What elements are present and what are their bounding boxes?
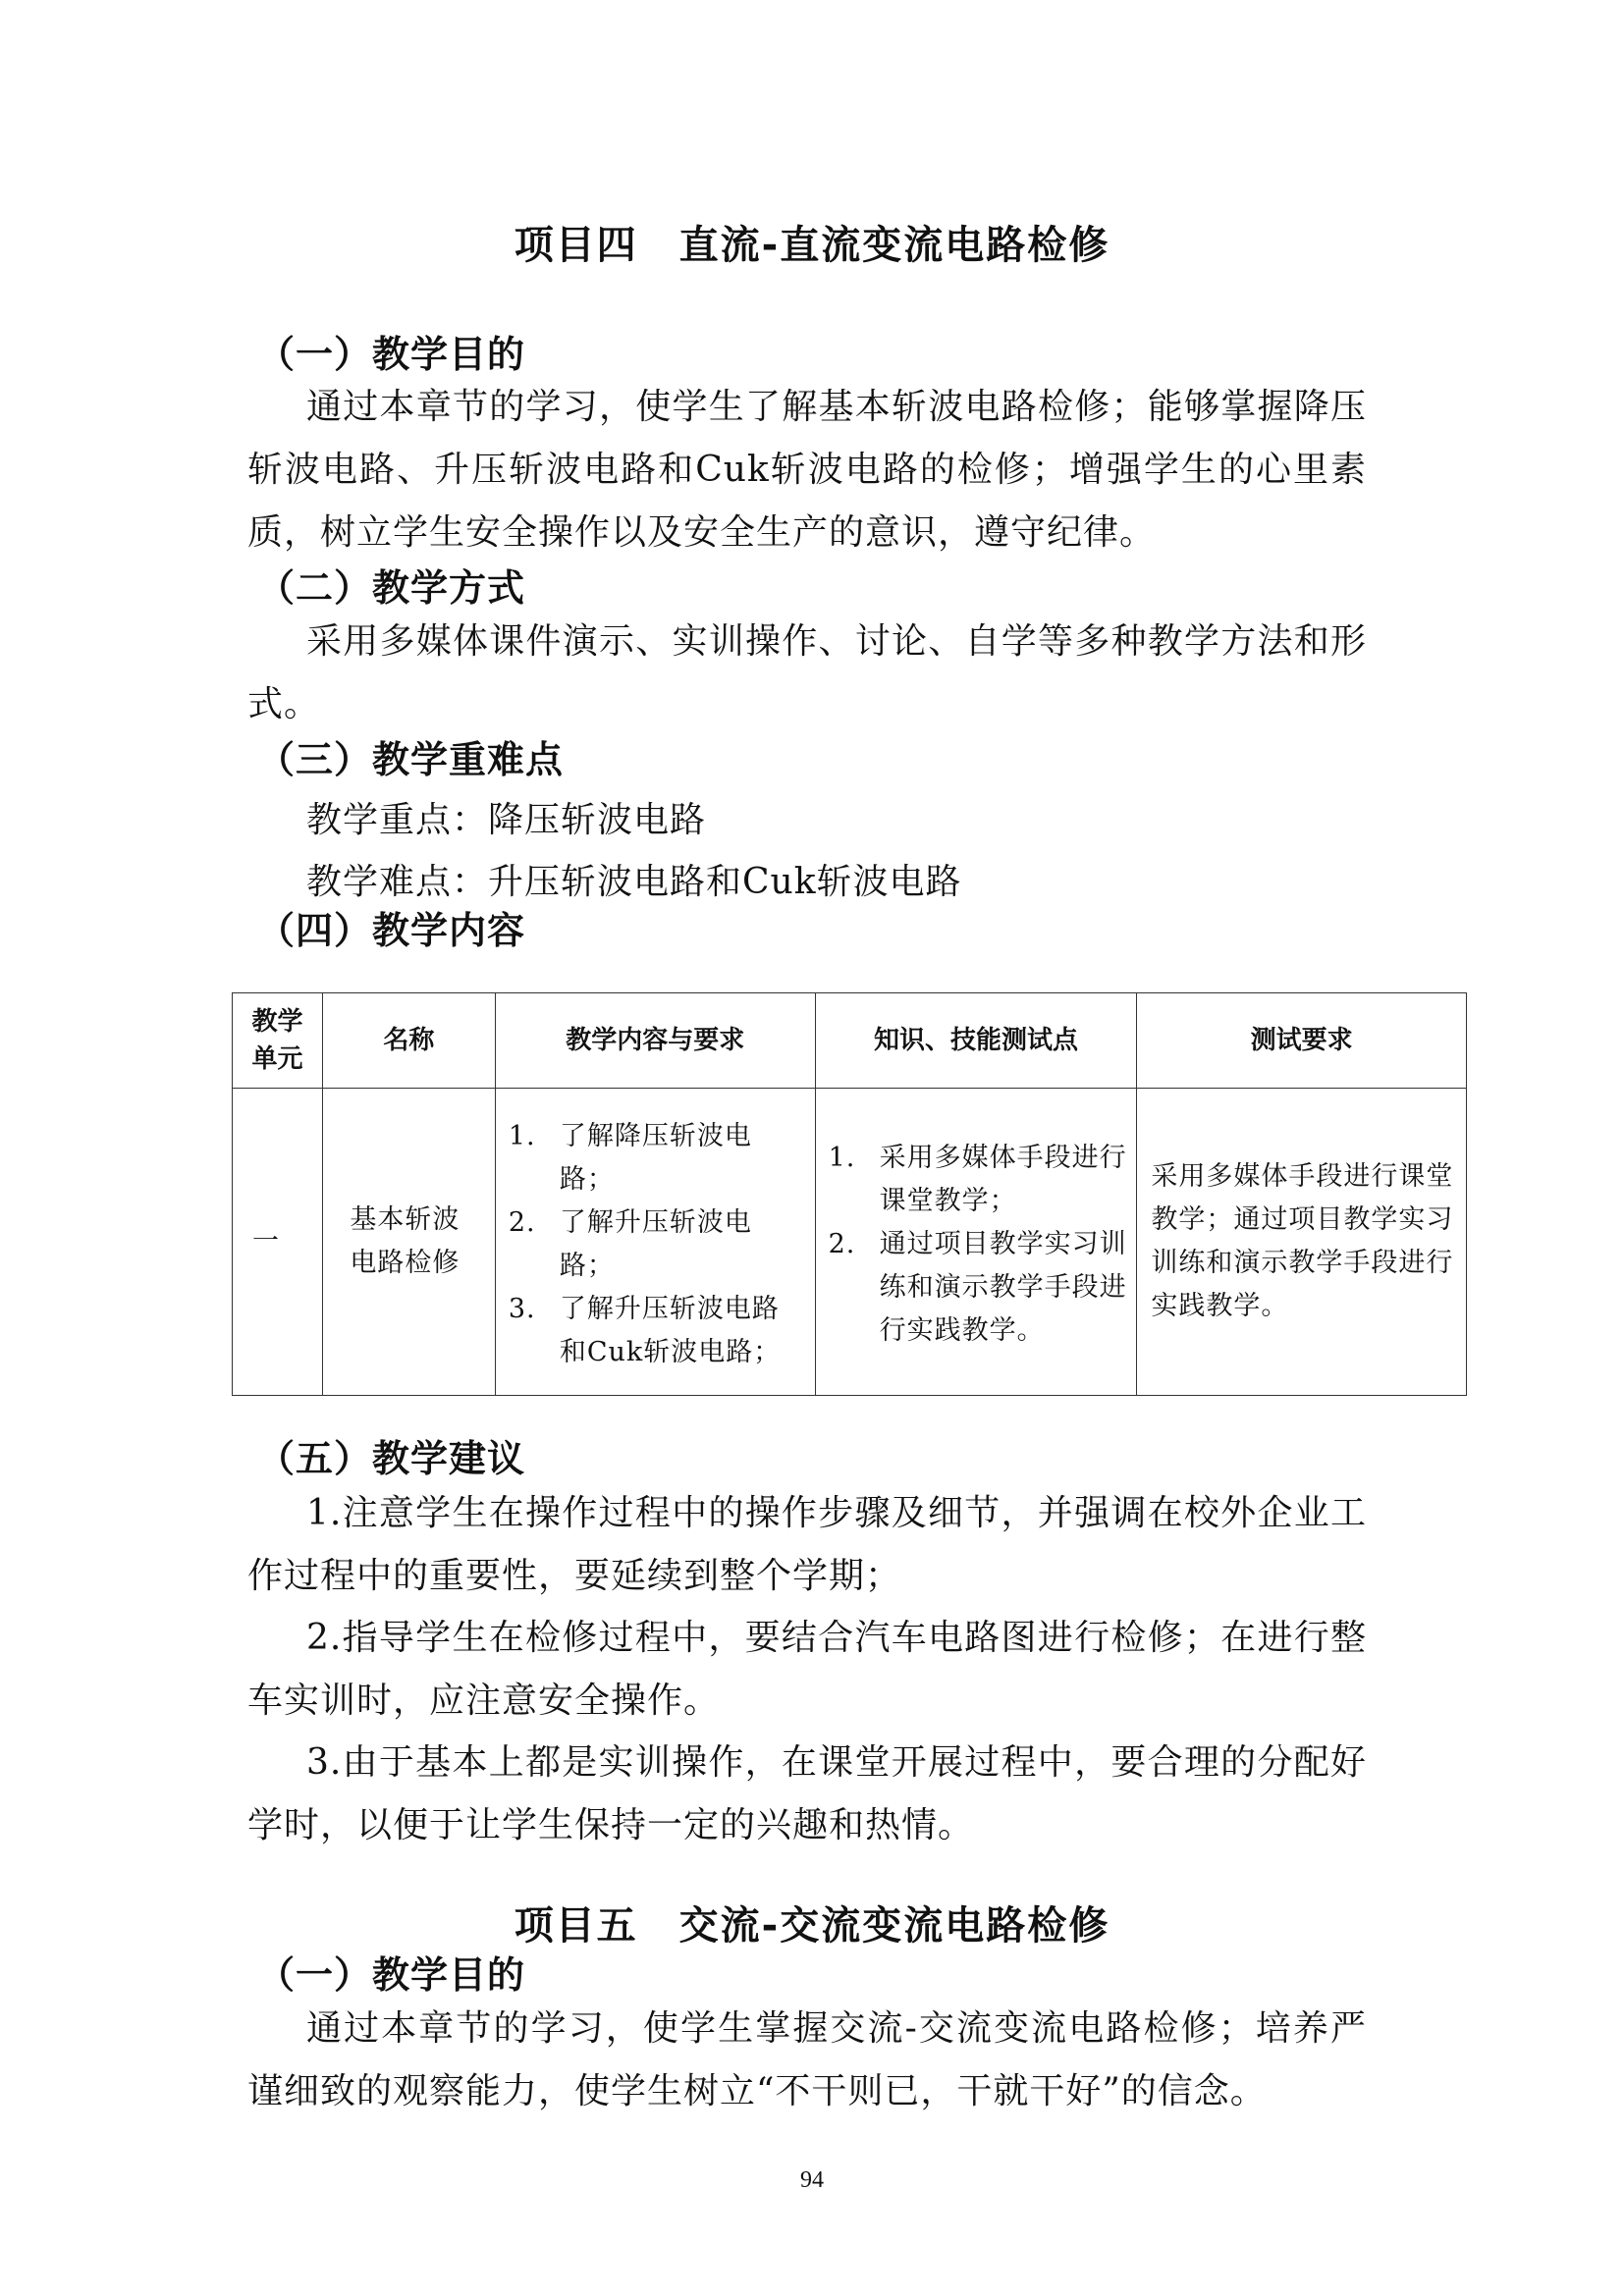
p4-suggestion-2: 2.指导学生在检修过程中，要结合汽车电路图进行检修；在进行整车实训时，应注意安全操作。 [247,1618,1367,1721]
cell-requirements: 采用多媒体手段进行课堂教学；通过项目教学实习训练和演示教学手段进行实践教学。 [1137,1089,1467,1396]
table-row [233,1089,1467,1396]
header-test-points: 知识、技能测试点 [815,993,1137,1089]
list-item: 1. 了解降压斩波电路； [508,1120,752,1195]
header-unit: 教学单元 [233,993,323,1089]
cell-content [495,1089,815,1396]
p5-section1-heading: （一）教学目的 [257,1953,526,1997]
header-name: 名称 [322,993,495,1089]
p4-section1-text: 通过本章节的学习，使学生了解基本斩波电路检修；能够掌握降压斩波电路、升压斩波电路和Cuk斩波电路的检修；增强学生的心里素质，树立学生安全操作以及安全生产的意识，遵守纪律。 [247,387,1367,553]
teaching-content-table [232,992,1467,1396]
p4-section3-heading: （三）教学重难点 [257,738,565,781]
list-item: 2. 通过项目教学实习训练和演示教学手段进行实践教学。 [828,1228,1127,1346]
cell-test-points [815,1089,1137,1396]
cell-name: 基本斩波电路检修 [322,1089,495,1396]
list-item: 1. 采用多媒体手段进行课堂教学； [828,1142,1127,1216]
list-item: 2. 了解升压斩波电路； [508,1206,752,1281]
header-requirements: 测试要求 [1137,993,1467,1089]
p4-section4-heading: （四）教学内容 [257,909,526,952]
page-number: 94 [800,2167,824,2193]
p4-section1-heading: （一）教学目的 [257,333,526,376]
p4-section2-text: 采用多媒体课件演示、实训操作、讨论、自学等多种教学方法和形式。 [247,621,1367,724]
p4-section2-heading: （二）教学方式 [257,566,526,610]
header-content: 教学内容与要求 [495,993,815,1089]
p4-section5-heading: （五）教学建议 [257,1437,526,1480]
project5-title: 项目五 交流-交流变流电路检修 [514,1903,1110,1949]
p4-key-point: 教学重点：降压斩波电路 [306,800,707,840]
p4-suggestion-3: 3.由于基本上都是实训操作，在课堂开展过程中，要合理的分配好学时，以便于让学生保持一定的兴趣和热情。 [247,1742,1367,1845]
list-item: 3. 了解升压斩波电路和Cuk斩波电路； [508,1293,782,1367]
table-header-row [233,993,1467,1089]
p5-section1-text: 通过本章节的学习，使学生掌握交流-交流变流电路检修；培养严谨细致的观察能力，使学生树立“不干则已，干就干好”的信念。 [247,2008,1367,2111]
cell-unit: 一 [233,1089,323,1396]
p4-difficulty-point: 教学难点：升压斩波电路和Cuk斩波电路 [306,862,962,902]
project4-title: 项目四 直流-直流变流电路检修 [514,223,1110,268]
p4-suggestion-1: 1.注意学生在操作过程中的操作步骤及细节，并强调在校外企业工作过程中的重要性，要延续到整个学期； [247,1493,1367,1596]
